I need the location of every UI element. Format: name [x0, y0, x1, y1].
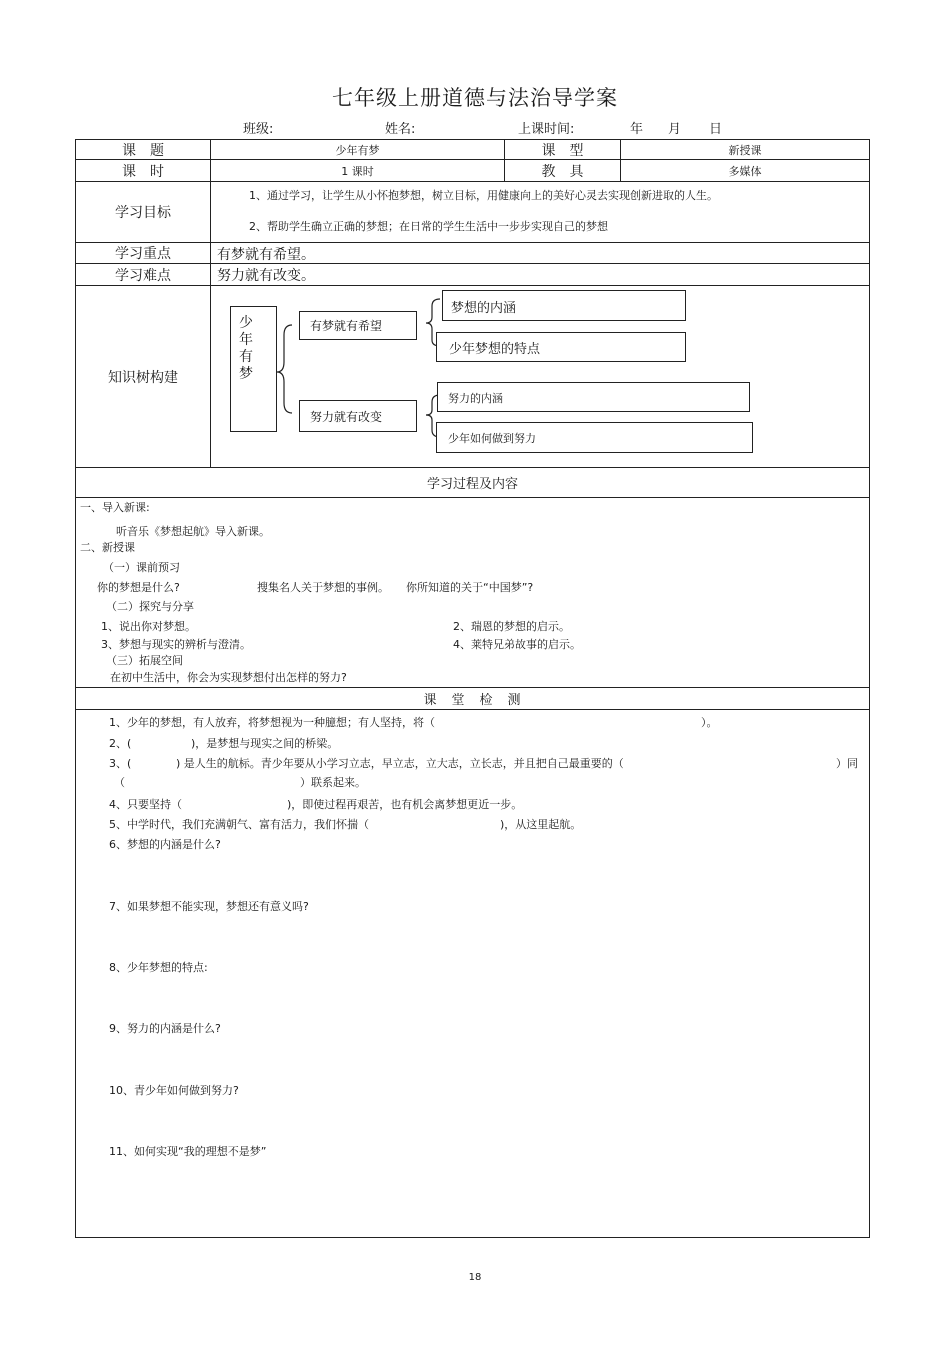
intro-text: 听音乐《梦想起航》导入新课。: [116, 525, 270, 538]
test-q10: 10、青少年如何做到努力?: [109, 1084, 239, 1097]
hours-label: 课 时: [122, 163, 164, 180]
difficulty-label: 学习难点: [115, 267, 171, 284]
new-lesson-title: 二、新授课: [80, 541, 135, 554]
preview-question-1: 你的梦想是什么?: [97, 581, 180, 594]
tree-leaf-1b: 少年梦想的特点: [436, 332, 686, 362]
type-value: 新授课: [728, 143, 762, 157]
test-q5-start: 5、中学时代，我们充满朝气、富有活力，我们怀揣（: [109, 818, 369, 831]
tool-value: 多媒体: [728, 164, 762, 178]
test-q1-start: 1、少年的梦想，有人放弃，将梦想视为一种臆想；有人坚持，将（: [109, 716, 435, 729]
difficulty-value: 努力就有改变。: [217, 268, 315, 284]
day-label: 日: [709, 122, 723, 137]
test-q4-start: 4、只要坚持（: [109, 798, 182, 811]
test-q1-end: ）。: [701, 716, 718, 729]
name-label: 姓名:: [385, 122, 416, 137]
explore-item-1: 1、说出你对梦想。: [101, 620, 196, 633]
tree-leaf-2a: 努力的内涵: [437, 382, 750, 412]
explore-title: （二）探究与分享: [106, 600, 194, 613]
hours-value: 1 课时: [341, 164, 374, 178]
test-q7: 7、如果梦想不能实现，梦想还有意义吗?: [109, 900, 309, 913]
goal-item-1: 1、通过学习，让学生从小怀抱梦想，树立目标，用健康向上的美好心灵去实现创新进取的人生。: [249, 189, 718, 202]
process-header: 学习过程及内容: [426, 477, 518, 492]
type-label: 课 型: [541, 142, 584, 159]
tree-branch-2: 努力就有改变: [299, 400, 417, 432]
goal-label: 学习目标: [115, 205, 171, 221]
year-label: 年: [630, 122, 644, 137]
tree-leaf-2b: 少年如何做到努力: [436, 422, 753, 453]
intro-title: 一、导入新课:: [80, 501, 150, 514]
topic-label: 课 题: [122, 142, 164, 159]
page-title: 七年级上册道德与法治导学案: [332, 86, 618, 110]
class-label: 班级:: [243, 122, 274, 137]
key-value: 有梦就有希望。: [217, 247, 315, 263]
test-q2-end: )，是梦想与现实之间的桥梁。: [191, 737, 339, 750]
test-q3-start: 3、(: [109, 757, 132, 770]
explore-item-3: 3、梦想与现实的辨析与澄清。: [101, 638, 251, 651]
test-q3-with: ）同: [836, 757, 858, 770]
time-label: 上课时间:: [518, 122, 575, 137]
preview-question-3: 你所知道的关于“中国梦”?: [406, 581, 534, 594]
tree-label: 知识树构建: [108, 369, 178, 386]
tree-root-box: [230, 306, 277, 432]
explore-item-2: 2、瑞恩的梦想的启示。: [453, 620, 570, 633]
test-q4-end: )，即使过程再艰苦，也有机会离梦想更近一步。: [287, 798, 523, 811]
tree-root-text: 少年有梦: [239, 315, 253, 382]
preview-title: （一）课前预习: [103, 561, 180, 574]
test-header: 课 堂 检 测: [423, 693, 522, 708]
goal-item-2: 2、帮助学生确立正确的梦想；在日常的学生生活中一步步实现自己的梦想: [249, 220, 608, 233]
preview-question-2: 搜集名人关于梦想的事例。: [257, 581, 389, 594]
topic-value: 少年有梦: [335, 143, 380, 157]
extend-text: 在初中生活中，你会为实现梦想付出怎样的努力?: [110, 671, 347, 684]
test-q3-end: ）联系起来。: [300, 776, 366, 789]
test-q6: 6、梦想的内涵是什么?: [109, 838, 221, 851]
test-q2-start: 2、(: [109, 737, 132, 750]
test-q9: 9、努力的内涵是什么?: [109, 1022, 221, 1035]
tool-label: 教 具: [541, 163, 584, 180]
test-q5-end: )，从这里起航。: [500, 818, 582, 831]
test-q11: 11、如何实现“我的理想不是梦”: [109, 1145, 267, 1158]
tree-leaf-1a: 梦想的内涵: [442, 290, 686, 321]
test-q8: 8、少年梦想的特点:: [109, 961, 208, 974]
tree-branch-1: 有梦就有希望: [299, 311, 417, 340]
page-number: 18: [468, 1272, 482, 1283]
explore-item-4: 4、莱特兄弟故事的启示。: [453, 638, 581, 651]
key-label: 学习重点: [115, 246, 171, 262]
extend-title: （三）拓展空间: [106, 654, 183, 667]
test-q3-open: （: [114, 776, 125, 789]
month-label: 月: [668, 122, 682, 137]
test-q3-middle: ) 是人生的航标。青少年要从小学习立志，早立志，立大志，立长志，并且把自己最重要的（: [176, 757, 624, 770]
